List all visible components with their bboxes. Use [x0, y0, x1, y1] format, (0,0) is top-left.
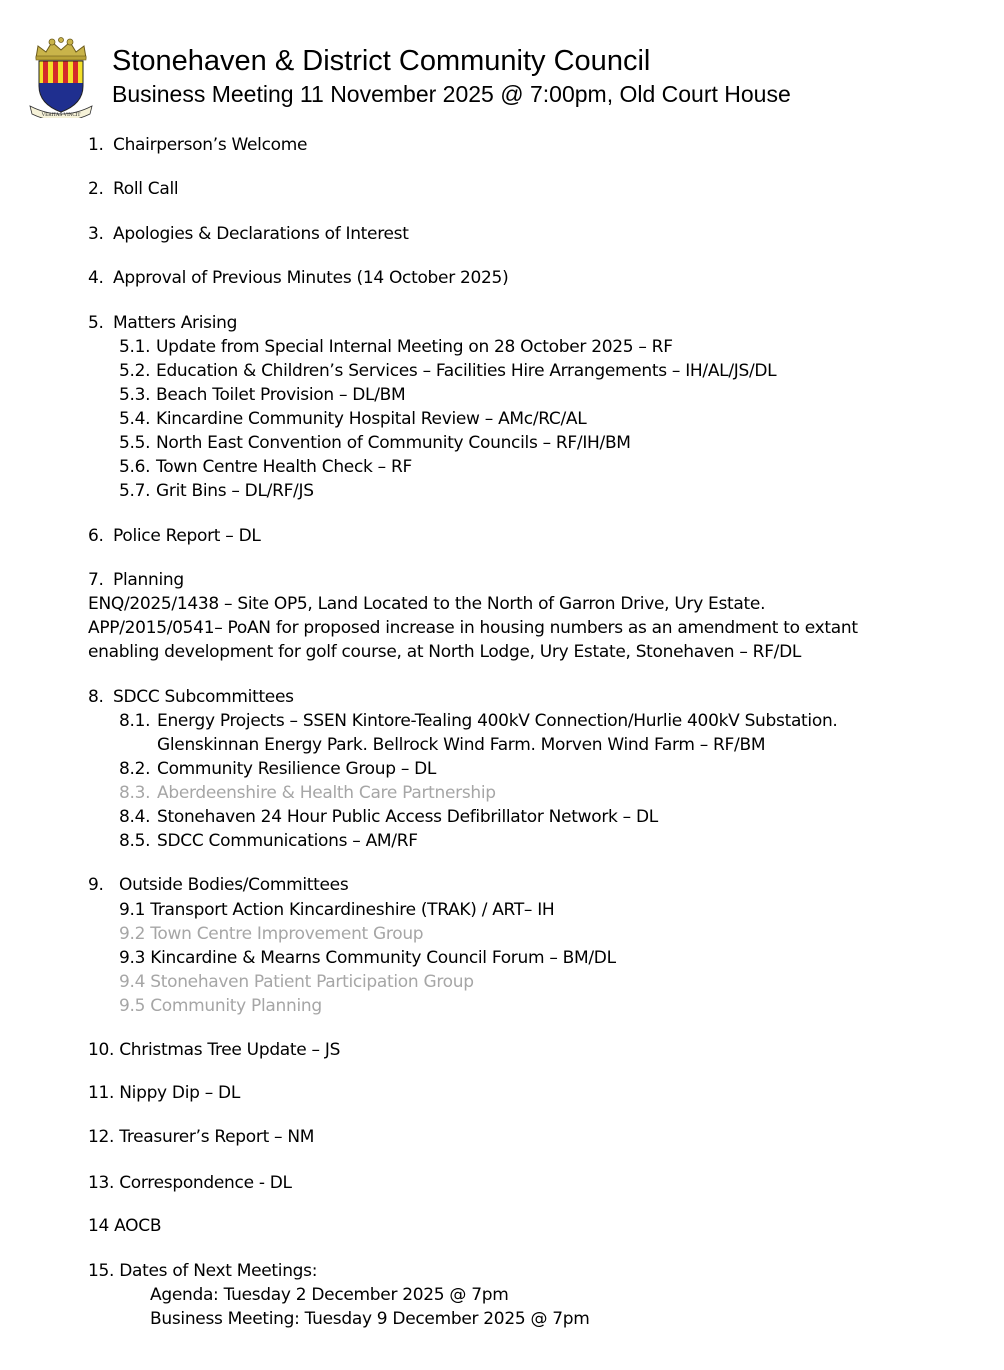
- item-text: Approval of Previous Minutes (14 October 2025): [113, 268, 509, 288]
- item-text: SDCC Communications – AM/RF: [157, 831, 418, 851]
- agenda-item-14: 14 AOCB: [88, 1216, 162, 1236]
- agenda-subitem-9-1: 9.1 Transport Action Kincardineshire (TRAK) / ART– IH: [119, 900, 555, 920]
- item-text: Outside Bodies/Committees: [119, 875, 349, 895]
- item-number: 3.: [88, 224, 104, 244]
- item-number: 7.: [88, 570, 104, 590]
- item-text: Grit Bins – DL/RF/JS: [156, 481, 314, 501]
- item-text: Update from Special Internal Meeting on 28 October 2025 – RF: [156, 337, 673, 357]
- agenda-item-5: [88, 311, 237, 335]
- item-text: Town Centre Health Check – RF: [156, 457, 412, 477]
- agenda-subitem-8-4: [119, 805, 658, 829]
- item-text: Planning: [113, 570, 184, 590]
- page-title: Stonehaven & District Community Council: [112, 45, 651, 77]
- agenda-item-1: [88, 133, 307, 157]
- agenda-subitem-8-2: [119, 757, 436, 781]
- item-number: 5.6.: [119, 457, 151, 477]
- meeting-subtitle: Business Meeting 11 November 2025 @ 7:00pm, Old Court House: [112, 81, 791, 107]
- agenda-subitem-5-1: [119, 335, 673, 359]
- item-text: Beach Toilet Provision – DL/BM: [156, 385, 406, 405]
- agenda-item-8: [88, 685, 294, 709]
- agenda-subitem-8-1: [119, 709, 838, 733]
- agenda-subitem-5-7: [119, 479, 314, 503]
- item-number: 8.1.: [119, 711, 151, 731]
- agenda-item-3: [88, 222, 409, 246]
- agenda-subitem-5-6: [119, 455, 412, 479]
- item-text: Matters Arising: [113, 313, 238, 333]
- coat-of-arms-icon: [28, 36, 94, 118]
- item-number: 4.: [88, 268, 104, 288]
- agenda-item-6: [88, 524, 261, 548]
- agenda-subitem-5-5: [119, 431, 631, 455]
- item-number: 1.: [88, 135, 104, 155]
- agenda-subitem-9-5: 9.5 Community Planning: [119, 996, 322, 1016]
- item-number: 8.: [88, 687, 104, 707]
- item-number: 5.: [88, 313, 104, 333]
- item-number: 8.2.: [119, 759, 151, 779]
- item-number: 8.4.: [119, 807, 151, 827]
- item-number: 8.3.: [119, 783, 151, 803]
- item-text: Roll Call: [113, 179, 179, 199]
- item-number: 5.3.: [119, 385, 151, 405]
- agenda-item-7: [88, 568, 184, 592]
- agenda-subitem-5-4: [119, 407, 586, 431]
- item-text: Energy Projects – SSEN Kintore-Tealing 400kV Connection/Hurlie 400kV Substation.: [157, 711, 838, 731]
- item-number: 5.5.: [119, 433, 151, 453]
- item-text: Education & Children’s Services – Facilities Hire Arrangements – IH/AL/JS/DL: [156, 361, 777, 381]
- agenda-item-15: 15. Dates of Next Meetings:: [88, 1261, 318, 1281]
- planning-line-3: enabling development for golf course, at North Lodge, Ury Estate, Stonehaven – RF/DL: [88, 642, 802, 662]
- agenda-subitem-9-2: 9.2 Town Centre Improvement Group: [119, 924, 424, 944]
- item-text: Aberdeenshire & Health Care Partnership: [157, 783, 496, 803]
- planning-line-1: ENQ/2025/1438 – Site OP5, Land Located to the North of Garron Drive, Ury Estate.: [88, 594, 766, 614]
- svg-text:VERITAS VINCIT: VERITAS VINCIT: [41, 113, 81, 118]
- item-number: 5.2.: [119, 361, 151, 381]
- item-number: 8.5.: [119, 831, 151, 851]
- agenda-item-9: [88, 873, 348, 897]
- item-number: 5.7.: [119, 481, 151, 501]
- item-text: Kincardine Community Hospital Review – AMc/RC/AL: [156, 409, 587, 429]
- item-number: 6.: [88, 526, 104, 546]
- item-number: 9.: [88, 875, 104, 895]
- item-text: Chairperson’s Welcome: [113, 135, 308, 155]
- agenda-item-2: [88, 177, 178, 201]
- agenda-subitem-8-3: [119, 781, 496, 805]
- agenda-item-13: 13. Correspondence - DL: [88, 1173, 292, 1193]
- item-number: 5.4.: [119, 409, 151, 429]
- planning-line-2: APP/2015/0541– PoAN for proposed increase in housing numbers as an amendment to extant: [88, 618, 858, 638]
- item-text: Stonehaven 24 Hour Public Access Defibrillator Network – DL: [157, 807, 658, 827]
- item-number: 2.: [88, 179, 104, 199]
- item-text: Police Report – DL: [113, 526, 261, 546]
- agenda-subitem-9-3: 9.3 Kincardine & Mearns Community Council Forum – BM/DL: [119, 948, 616, 968]
- agenda-subitem-5-2: [119, 359, 776, 383]
- agenda-item-10: 10. Christmas Tree Update – JS: [88, 1040, 341, 1060]
- agenda-subitem-9-4: 9.4 Stonehaven Patient Participation Group: [119, 972, 474, 992]
- document-header: [28, 36, 988, 122]
- agenda-subitem-8-5: [119, 829, 418, 853]
- agenda-subitem-8-1-continued: Glenskinnan Energy Park. Bellrock Wind Farm. Morven Wind Farm – RF/BM: [157, 735, 766, 755]
- item-text: Apologies & Declarations of Interest: [113, 224, 409, 244]
- item-text: SDCC Subcommittees: [113, 687, 294, 707]
- agenda-subitem-5-3: [119, 383, 405, 407]
- item-text: North East Convention of Community Councils – RF/IH/BM: [156, 433, 631, 453]
- agenda-item-4: [88, 266, 508, 290]
- next-business-meeting-date: Business Meeting: Tuesday 9 December 2025 @ 7pm: [150, 1309, 590, 1329]
- next-agenda-date: Agenda: Tuesday 2 December 2025 @ 7pm: [150, 1285, 509, 1305]
- item-text: Community Resilience Group – DL: [157, 759, 437, 779]
- agenda-item-11: 11. Nippy Dip – DL: [88, 1083, 240, 1103]
- agenda-item-12: 12. Treasurer’s Report – NM: [88, 1127, 315, 1147]
- item-number: 5.1.: [119, 337, 151, 357]
